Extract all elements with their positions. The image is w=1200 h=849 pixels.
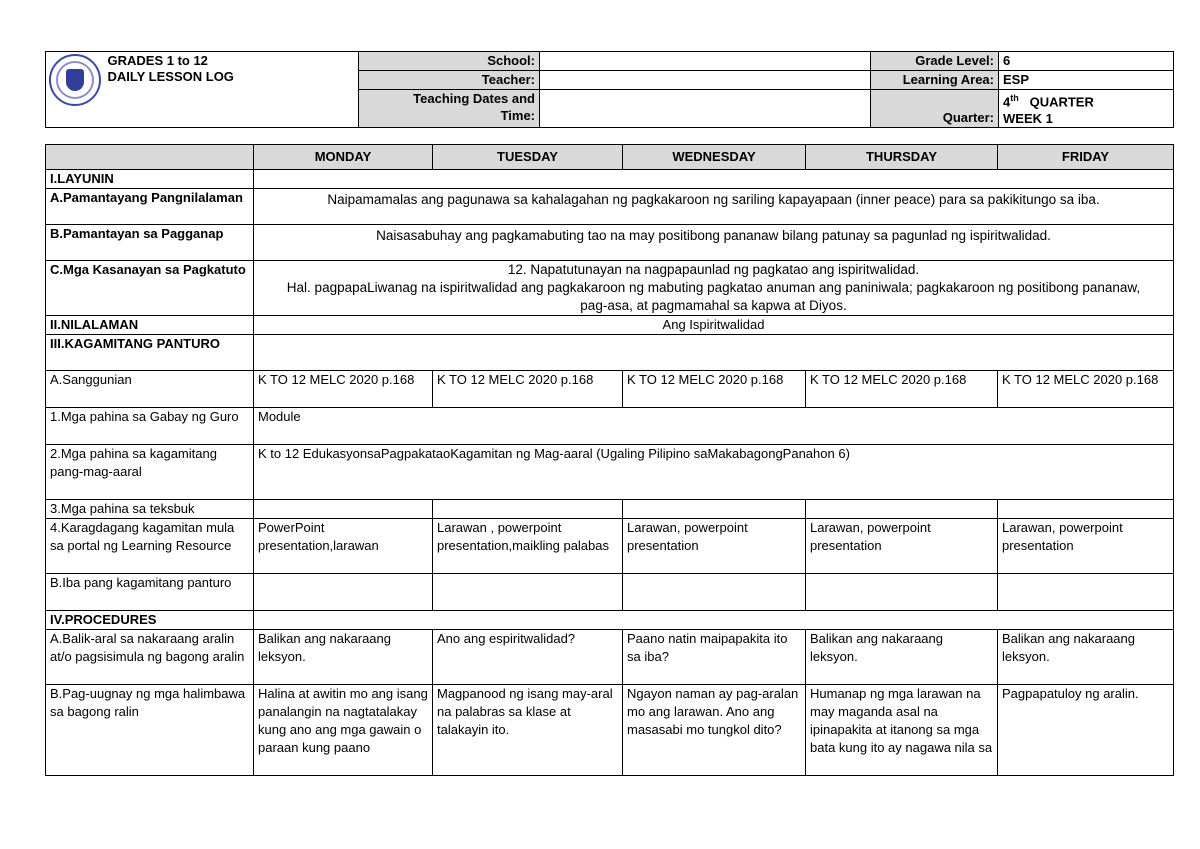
pagganap-label: B.Pamantayan sa Pagganap (46, 225, 254, 261)
day-header-thursday: THURSDAY (806, 145, 998, 170)
table-row (46, 189, 1174, 225)
iba-friday (998, 574, 1174, 611)
teaching-dates-label-line-1: Teaching Dates and (413, 91, 535, 106)
table-row (46, 261, 1174, 316)
pag-uugnay-tuesday: Magpanood ng isang may-aral na palabras sa klase at talakayin ito. (433, 685, 623, 776)
iba-tuesday (433, 574, 623, 611)
kasanayan-value (254, 261, 1174, 316)
teksbuk-monday (254, 500, 433, 519)
table-row (46, 225, 1174, 261)
balik-aral-tuesday: Ano ang espiritwalidad? (433, 630, 623, 685)
iba-wednesday (623, 574, 806, 611)
iba-monday (254, 574, 433, 611)
title-cell (104, 52, 359, 128)
day-header-row (46, 145, 1174, 170)
title-line-1: GRADES 1 to 12 (107, 53, 208, 68)
learning-area-label: Learning Area: (871, 71, 999, 90)
pamantayang-value: Naipamamalas ang pagunawa sa kahalagahan ng pagkakaroon ng sariling kapayapaan (inner peace) para sa pakikitungo sa iba. (254, 189, 1174, 225)
balik-aral-label: A.Balik-aral sa nakaraang aralin at/o pagsisimula ng bagong aralin (46, 630, 254, 685)
quarter-word: QUARTER (1029, 94, 1094, 110)
gabay-label: 1.Mga pahina sa Gabay ng Guro (46, 408, 254, 445)
day-header-tuesday: TUESDAY (433, 145, 623, 170)
teksbuk-wednesday (623, 500, 806, 519)
portal-wednesday: Larawan, powerpoint presentation (623, 519, 806, 574)
quarter-label: Quarter: (871, 90, 999, 128)
pag-uugnay-label: B.Pag-uugnay ng mga halimbawa sa bagong ralin (46, 685, 254, 776)
table-row (46, 611, 1174, 630)
portal-monday: PowerPoint presentation,larawan (254, 519, 433, 574)
table-row (46, 685, 1174, 776)
deped-seal-icon (49, 54, 101, 106)
table-row (46, 500, 1174, 519)
pag-uugnay-friday: Pagpapatuloy ng aralin. (998, 685, 1174, 776)
kasanayan-label: C.Mga Kasanayan sa Pagkatuto (46, 261, 254, 316)
pag-uugnay-thursday: Humanap ng mga larawan na may maganda asal na ipinapakita at itanong sa mga bata kung ito ay nagawa nila sa (806, 685, 998, 776)
iba-thursday (806, 574, 998, 611)
week-value: WEEK 1 (1003, 111, 1053, 127)
sanggunian-tuesday: K TO 12 MELC 2020 p.168 (433, 371, 623, 408)
school-label: School: (359, 52, 540, 71)
kagamitang-mag-aaral-label: 2.Mga pahina sa kagamitang pang-mag-aaral (46, 445, 254, 500)
kagamitang-value (254, 335, 1174, 371)
sanggunian-monday: K TO 12 MELC 2020 p.168 (254, 371, 433, 408)
iba-label: B.Iba pang kagamitang panturo (46, 574, 254, 611)
table-row (46, 170, 1174, 189)
procedures-label: IV.PROCEDURES (46, 611, 254, 630)
table-row (46, 630, 1174, 685)
pag-uugnay-monday: Halina at awitin mo ang isang panalangin na nagtatalakay kung ano ang mga gawain o paraan kung paano (254, 685, 433, 776)
learning-area-value: ESP (999, 71, 1174, 90)
layunin-label: I.LAYUNIN (46, 170, 254, 189)
seal-shield (66, 69, 84, 91)
table-row (46, 371, 1174, 408)
teacher-label: Teacher: (359, 71, 540, 90)
teacher-value[interactable] (540, 71, 871, 90)
nilalaman-value: Ang Ispiritwalidad (254, 316, 1174, 335)
table-row (46, 335, 1174, 371)
sanggunian-label: A.Sanggunian (46, 371, 254, 408)
day-header-friday: FRIDAY (998, 145, 1174, 170)
table-row (46, 316, 1174, 335)
balik-aral-monday: Balikan ang nakaraang leksyon. (254, 630, 433, 685)
portal-tuesday: Larawan , powerpoint presentation,maikling palabas (433, 519, 623, 574)
corner-cell (46, 145, 254, 170)
quarter-superscript: th (1010, 93, 1019, 103)
teaching-dates-label-line-2: Time: (500, 108, 535, 123)
sanggunian-friday: K TO 12 MELC 2020 p.168 (998, 371, 1174, 408)
layunin-value (254, 170, 1174, 189)
teksbuk-label: 3.Mga pahina sa teksbuk (46, 500, 254, 519)
teksbuk-tuesday (433, 500, 623, 519)
nilalaman-label: II.NILALAMAN (46, 316, 254, 335)
teaching-dates-label (359, 90, 540, 128)
school-value[interactable] (540, 52, 871, 71)
quarter-value (999, 90, 1174, 128)
kagamitang-mag-aaral-value: K to 12 EdukasyonsaPagpakataoKagamitan ng Mag-aaral (Ugaling Pilipino saMakabagongPanahon 6) (254, 445, 1174, 500)
teksbuk-thursday (806, 500, 998, 519)
teaching-dates-value[interactable] (540, 90, 871, 128)
portal-label: 4.Karagdagang kagamitan mula sa portal ng Learning Resource (46, 519, 254, 574)
kasanayan-line-2: Hal. pagpapaLiwanag na ispiritwalidad ang pagkakaroon ng mabuting pagkatao anuman ang paniniwala; pagkakaroon ng positibong pananaw, pag-asa, at pagmamahal sa kapwa at Diyos. (286, 280, 1141, 313)
kasanayan-line-1: 12. Napatutunayan na nagpapaunlad ng pagkatao ang ispiritwalidad. (507, 262, 920, 277)
grade-level-label: Grade Level: (871, 52, 999, 71)
header-table (45, 51, 1174, 128)
portal-thursday: Larawan, powerpoint presentation (806, 519, 998, 574)
table-row (46, 445, 1174, 500)
balik-aral-thursday: Balikan ang nakaraang leksyon. (806, 630, 998, 685)
gabay-value: Module (254, 408, 1174, 445)
pag-uugnay-wednesday: Ngayon naman ay pag-aralan mo ang larawan. Ano ang masasabi mo tungkol dito? (623, 685, 806, 776)
teksbuk-friday (998, 500, 1174, 519)
table-row (46, 574, 1174, 611)
table-row (46, 408, 1174, 445)
day-header-monday: MONDAY (254, 145, 433, 170)
sanggunian-wednesday: K TO 12 MELC 2020 p.168 (623, 371, 806, 408)
portal-friday: Larawan, powerpoint presentation (998, 519, 1174, 574)
pamantayang-label: A.Pamantayang Pangnilalaman (46, 189, 254, 225)
sanggunian-thursday: K TO 12 MELC 2020 p.168 (806, 371, 998, 408)
quarter-number: 4 (1003, 94, 1011, 110)
grade-level-value: 6 (999, 52, 1174, 71)
day-header-wednesday: WEDNESDAY (623, 145, 806, 170)
balik-aral-wednesday: Paano natin maipapakita ito sa iba? (623, 630, 806, 685)
balik-aral-friday: Balikan ang nakaraang leksyon. (998, 630, 1174, 685)
procedures-value (254, 611, 1174, 630)
lesson-log-table (45, 144, 1174, 776)
kagamitang-label: III.KAGAMITANG PANTURO (46, 335, 254, 371)
pagganap-value: Naisasabuhay ang pagkamabuting tao na may positibong pananaw bilang patunay sa pagunlad ng ispiritwalidad. (254, 225, 1174, 261)
title-line-2: DAILY LESSON LOG (107, 69, 234, 84)
table-row (46, 519, 1174, 574)
